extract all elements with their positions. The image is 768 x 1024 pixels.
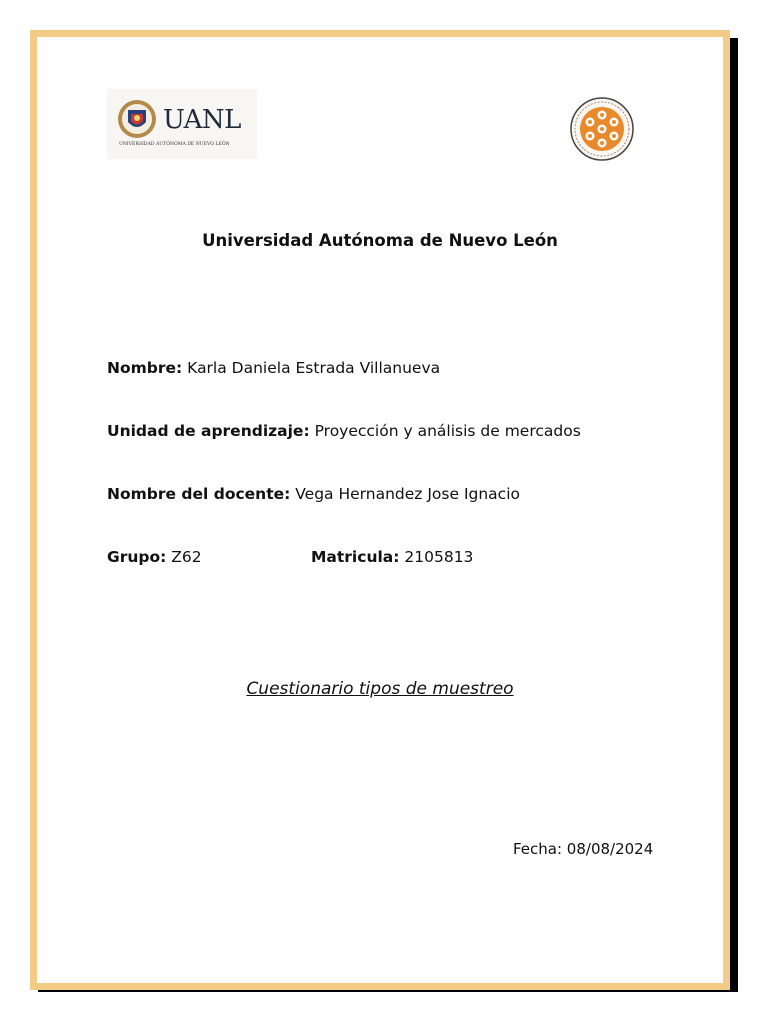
faculty-seal-icon: [570, 97, 634, 161]
nombre-value: Karla Daniela Estrada Villanueva: [187, 359, 441, 377]
uanl-logo: [107, 89, 257, 159]
unidad-value: Proyección y análisis de mercados: [314, 422, 581, 440]
matricula-field: [311, 548, 473, 566]
document-page: [30, 30, 730, 990]
uanl-caption: UNIVERSIDAD AUTÓNOMA DE NUEVO LEÓN: [119, 142, 230, 147]
matricula-label: Matricula:: [311, 548, 400, 566]
nombre-field: [107, 359, 440, 377]
nombre-label: Nombre:: [107, 359, 183, 377]
university-title: Universidad Autónoma de Nuevo León: [202, 231, 558, 250]
unidad-field: [107, 422, 581, 440]
grupo-value: Z62: [171, 548, 202, 566]
matricula-value: 2105813: [404, 548, 474, 566]
docente-field: [107, 485, 520, 503]
document-subject: Cuestionario tipos de muestreo: [246, 679, 514, 699]
grupo-field: [107, 548, 202, 566]
date-text: Fecha: 08/08/2024: [513, 840, 654, 858]
docente-value: Vega Hernandez Jose Ignacio: [295, 485, 520, 503]
uanl-crest-icon: [117, 99, 157, 139]
unidad-label: Unidad de aprendizaje:: [107, 422, 310, 440]
uanl-wordmark: UANL: [163, 105, 241, 135]
grupo-label: Grupo:: [107, 548, 167, 566]
docente-label: Nombre del docente:: [107, 485, 291, 503]
